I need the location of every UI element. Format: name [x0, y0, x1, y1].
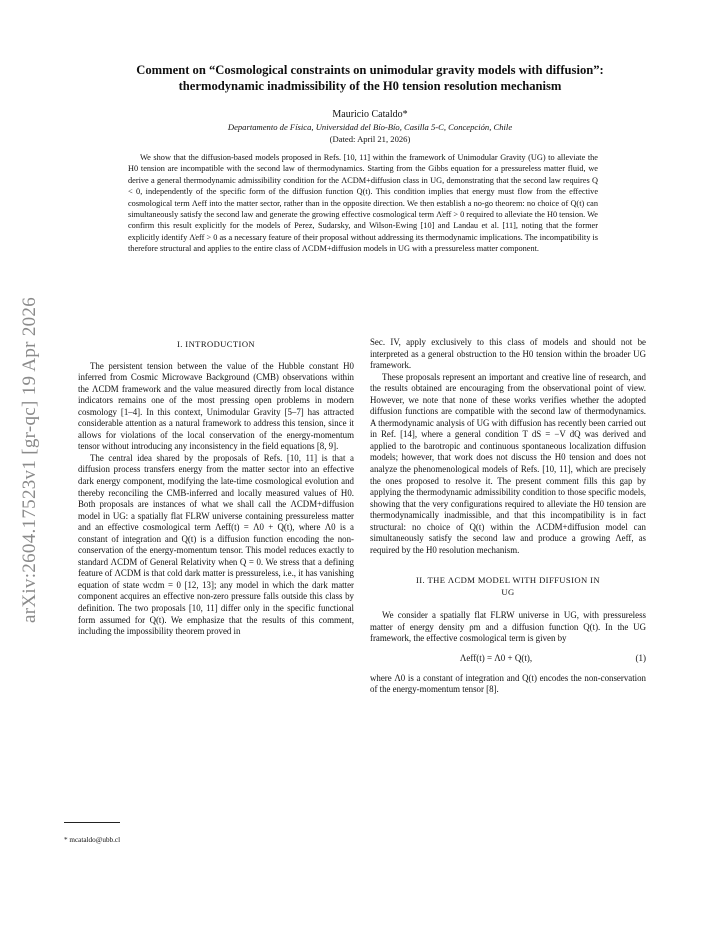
- title-line-2: thermodynamic inadmissibility of the H0 tension resolution mechanism: [178, 79, 562, 93]
- left-column: [78, 337, 354, 638]
- equation-1-body: Λeff(t) = Λ0 + Q(t),: [459, 653, 533, 664]
- dated-line: (Dated: April 21, 2026): [329, 134, 411, 144]
- equation-1-number: (1): [635, 653, 646, 664]
- author-affiliation: Departamento de Física, Universidad del Bío-Bío, Casilla 5-C, Concepción, Chile: [227, 122, 513, 132]
- right-column: [370, 337, 646, 696]
- arxiv-id-text: arXiv:2604.17523v1 [gr-qc] 19 Apr 2026: [19, 296, 40, 624]
- arxiv-sidebar-identifier: [10, 250, 50, 670]
- section-2-paragraph-1: We consider a spatially flat FLRW universe in UG, with pressureless matter of energy density ρm and a diffusion function Q(t). In the UG framework, the effective cosmological term is given by: [370, 610, 646, 644]
- intro-paragraph-2: The central idea shared by the proposals of Refs. [10, 11] is that a diffusion process transfers energy from the matter sector into an effective dark energy component, modifying the late-time cosmological evolution and thereby reconciling the CMB-inferred and locally measured values of H0. Both proposals are instances of what we shall call the ΛCDM+diffusion model in UG: a spatially flat FLRW universe containing pressureless matter and an effective cosmological term Λeff(t) = Λ0 + Q(t), where Λ0 is a constant of integration and Q(t) is a diffusion function encoding the non-conservation of the energy-momentum tensor. This model reduces exactly to standard ΛCDM of General Relativity when Q = 0. We stress that a defining feature of ΛCDM is that cold dark matter is pressureless, i.e., it has vanishing equation of state wcdm = 0 [12, 13]; any model in which the dark matter component acquires an effective non-zero pressure falls outside this class by definition. The two proposals [10, 11] differ only in the specific functional form assumed for Q(t). We emphasize that the results of this comment, including the impossibility theorem proved in: [78, 452, 354, 637]
- section-2-heading-line-2: UG: [501, 586, 515, 597]
- title-line-1: Comment on “Cosmological constraints on unimodular gravity models with diffusion”:: [136, 63, 604, 77]
- section-2-heading: [370, 575, 646, 598]
- author-name: Mauricio Cataldo*: [332, 109, 408, 120]
- footnote-email: * mcataldo@ubb.cl: [64, 836, 121, 844]
- intro-paragraph-1: The persistent tension between the value of the Hubble constant H0 inferred from Cosmic Microwave Background (CMB) observations within the ΛCDM framework and the value measured directly from local distance indicators remains one of the most pressing open problems in modern cosmology [1–4]. In this context, Unimodular Gravity [5–7] has attracted considerable attention as a natural framework to address this tension, since it allows for violations of the local conservation of the energy-momentum tensor without introducing any inconsistency in the field equations [8, 9].: [78, 360, 354, 452]
- abstract: We show that the diffusion-based models proposed in Refs. [10, 11] within the framework of Unimodular Gravity (UG) to alleviate the H0 tension are incompatible with the second law of thermodynamics. Starting from the Gibbs equation for a pressureless matter fluid, we derive a general thermodynamic admissibility condition for the ΛCDM+diffusion class in UG, demonstrating that the second law requires Q < 0, independently of the specific form of the diffusion function Q(t). This condition implies that energy must flow from the effective cosmological term Λeff into the matter sector, rather than in the opposite direction. We then establish a no-go theorem: no choice of Q(t) can simultaneously satisfy the second law and generate the growing effective cosmological term Λ̇eff > 0 required to alleviate the H0 tension. We confirm this result explicitly for the models of Perez, Sudarsky, and Wilson-Ewing [10] and Landau et al. [11], noting that the former explicitly identify Λ̇eff > 0 as a necessary feature of their proposal without addressing its thermodynamic implications. The incompatibility is therefore structural and applies to the entire class of ΛCDM+diffusion models in UG with a pressureless matter component.: [128, 153, 598, 254]
- section-2-paragraph-2: where Λ0 is a constant of integration and Q(t) encodes the non-conservation of the energy-momentum tensor [8].: [370, 672, 646, 695]
- section-1-heading: I. INTRODUCTION: [176, 339, 256, 349]
- intro-paragraph-3: Sec. IV, apply exclusively to this class of models and should not be interpreted as a general obstruction to the H0 tension within the broader UG framework.: [370, 337, 646, 371]
- section-2-heading-line-1: II. THE ΛCDM MODEL WITH DIFFUSION IN: [416, 575, 600, 586]
- paper-title: [60, 62, 680, 94]
- footnote-rule: [64, 822, 120, 823]
- equation-1: [370, 653, 646, 665]
- intro-paragraph-4: These proposals represent an important and creative line of research, and the results obtained are encouraging from the observational point of view. However, we note that none of these works verifies whether the adopted diffusion functions are compatible with the second law of thermodynamics. A thermodynamic analysis of UG with diffusion has recently been carried out in Ref. [14], where a general condition T dS = −V dQ was derived and applied to the barotropic and continuous spontaneous localization diffusion models; however, that work does not discuss the H0 tension and does not analyze the phenomenological models of Refs. [10, 11], which are precisely the ones proposed to resolve it. The present comment fills this gap by applying the thermodynamic admissibility condition to those specific models, showing that the very configurations required to alleviate the H0 tension are thermodynamically inadmissible, and that this incompatibility is in fact structural: no choice of Q(t) within the ΛCDM+diffusion model can simultaneously satisfy the second law and produce a growing Λeff, as required by the H0 resolution mechanism.: [370, 371, 646, 555]
